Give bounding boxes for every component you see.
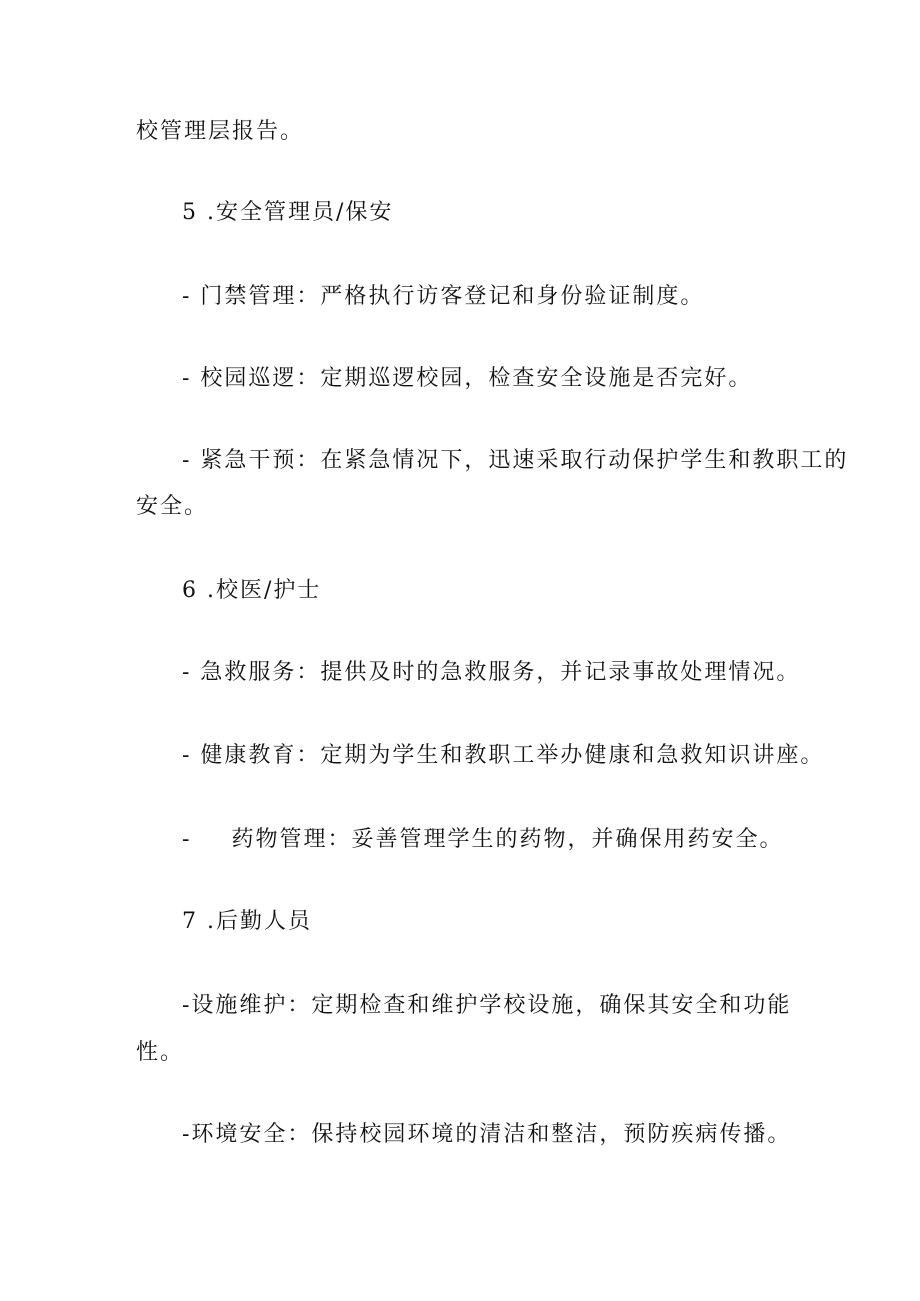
list-dash: - — [182, 827, 192, 852]
list-item-health-education: - 健康教育：定期为学生和教职工举办健康和急救知识讲座。 — [182, 743, 825, 768]
list-item-facility-maintenance: -设施维护：定期检查和维护学校设施，确保其安全和功能 — [182, 993, 792, 1018]
list-item-environment-safety: -环境安全：保持校园环境的清洁和整洁，预防疾病传播。 — [182, 1122, 792, 1147]
list-item-emergency-intervention: - 紧急干预：在紧急情况下，迅速采取行动保护学生和教职工的 — [182, 448, 849, 473]
section-heading-security: 5 .安全管理员/保安 — [182, 200, 394, 225]
list-item-text: 药物管理：妥善管理学生的药物，并确保用药安全。 — [231, 827, 784, 852]
list-item-access-control: - 门禁管理：严格执行访客登记和身份验证制度。 — [182, 284, 705, 309]
list-item-emergency-intervention-cont: 安全。 — [136, 494, 209, 519]
list-item-medication-management — [182, 825, 783, 855]
section-heading-school-doctor: 6 .校医/护士 — [182, 578, 322, 603]
list-item-first-aid: - 急救服务：提供及时的急救服务，并记录事故处理情况。 — [182, 660, 801, 685]
list-item-campus-patrol: - 校园巡逻：定期巡逻校园，检查安全设施是否完好。 — [182, 366, 753, 391]
section-heading-logistics: 7 .后勤人员 — [182, 909, 312, 934]
paragraph-continuation: 校管理层报告。 — [136, 119, 305, 144]
list-item-facility-maintenance-cont: 性。 — [136, 1040, 185, 1065]
